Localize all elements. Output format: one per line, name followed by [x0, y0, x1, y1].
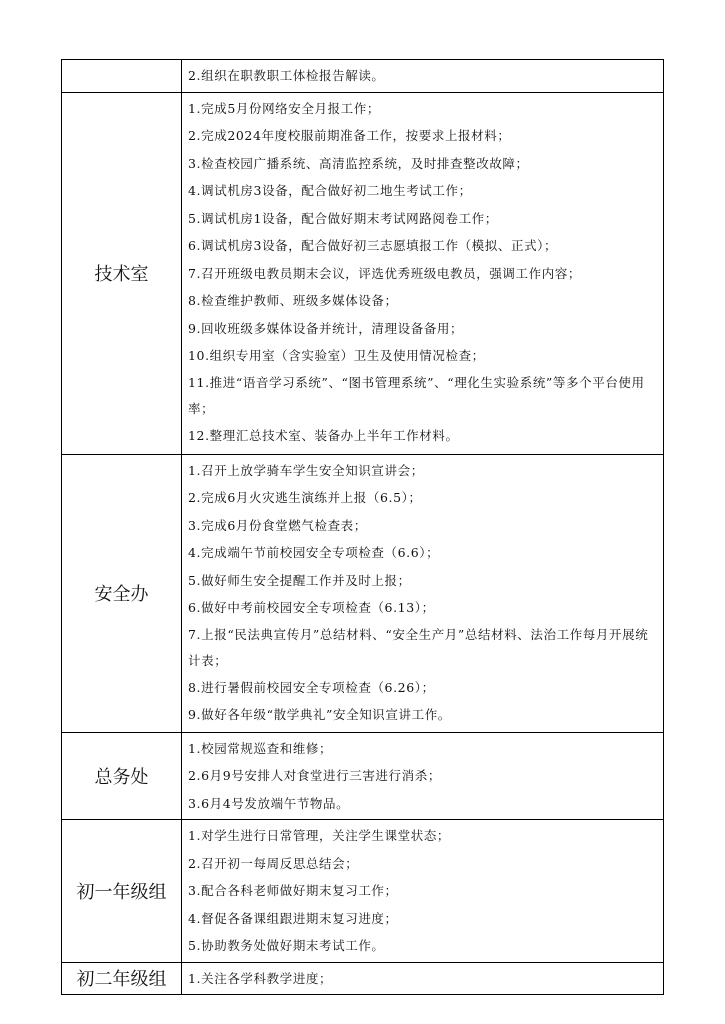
items-cell: [182, 962, 664, 995]
list-item: 4.督促各备课组跟进期末复习进度；: [188, 910, 398, 926]
dept-cell: 技术室: [62, 92, 182, 454]
dept-cell: 总务处: [62, 732, 182, 820]
list-item: 7.上报“民法典宣传月”总结材料、“安全生产月”总结材料、法治工作每月开展统计表；: [188, 626, 649, 668]
list-item: 11.推进“语音学习系统”、“图书管理系统”、“理化生实验系统”等多个平台使用率；: [188, 374, 645, 416]
items-cell: [182, 732, 664, 820]
list-item: 12.整理汇总技术室、装备办上半年工作材料。: [188, 427, 459, 443]
table-row: [62, 60, 664, 93]
list-item: 8.检查维护教师、班级多媒体设备；: [188, 293, 398, 308]
list-item: 2.6月9号安排人对食堂进行三害进行消杀；: [188, 768, 441, 783]
items-cell: [182, 454, 664, 732]
list-item: 1.召开上放学骑车学生安全知识宣讲会；: [188, 462, 424, 478]
table-row: [62, 732, 664, 820]
list-item: 4.完成端午节前校园安全专项检查（6.6）；: [188, 545, 440, 560]
list-item: 9.做好各年级“散学典礼”安全知识宣讲工作。: [188, 707, 451, 722]
list-item: 1.校园常规巡查和维修；: [188, 740, 333, 756]
list-item: 10.组织专用室（含实验室）卫生及使用情况检查；: [188, 348, 485, 363]
dept-cell: 安全办: [62, 454, 182, 732]
list-item: 3.完成6月份食堂燃气检查表；: [188, 517, 367, 533]
list-item: 1.完成5月份网络安全月报工作；: [188, 100, 380, 116]
list-item: 4.调试机房3设备，配合做好初二地生考试工作；: [188, 183, 472, 198]
list-item: 5.协助教务处做好期末考试工作。: [188, 938, 385, 953]
list-item: 3.6月4号发放端午节物品。: [188, 795, 350, 811]
list-item: 2.组织在职教职工体检报告解读。: [188, 68, 385, 83]
items-cell: [182, 60, 664, 93]
dept-cell: 初二年级组: [62, 962, 182, 995]
list-item: 1.关注各学科教学进度；: [188, 970, 333, 986]
table-row: [62, 92, 664, 454]
list-item: 5.做好师生安全提醒工作并及时上报；: [188, 572, 411, 588]
list-item: 9.回收班级多媒体设备并统计，清理设备备用；: [188, 320, 464, 336]
work-plan-table: [61, 59, 664, 995]
list-item: 2.召开初一每周反思总结会；: [188, 855, 359, 871]
list-item: 6.做好中考前校园安全专项检查（6.13）；: [188, 600, 435, 615]
list-item: 3.检查校园广播系统、高清监控系统，及时排查整改故障；: [188, 155, 529, 171]
list-item: 8.进行暑假前校园安全专项检查（6.26）；: [188, 679, 435, 695]
list-item: 2.完成2024年度校服前期准备工作，按要求上报材料；: [188, 128, 511, 143]
dept-cell: [62, 60, 182, 93]
items-cell: [182, 820, 664, 963]
items-cell: [182, 92, 664, 454]
dept-cell: 初一年级组: [62, 820, 182, 963]
list-item: 2.完成6月火灾逃生演练并上报（6.5）；: [188, 490, 422, 505]
table-row: [62, 454, 664, 732]
table-row: [62, 962, 664, 995]
list-item: 1.对学生进行日常管理，关注学生课堂状态；: [188, 828, 451, 843]
list-item: 5.调试机房1设备，配合做好期末考试网路阅卷工作；: [188, 210, 498, 226]
list-item: 3.配合各科老师做好期末复习工作；: [188, 883, 398, 898]
list-item: 7.召开班级电教员期末会议，评选优秀班级电教员，强调工作内容；: [188, 265, 582, 281]
table-row: [62, 820, 664, 963]
list-item: 6.调试机房3设备，配合做好初三志愿填报工作（模拟、正式）；: [188, 238, 558, 253]
